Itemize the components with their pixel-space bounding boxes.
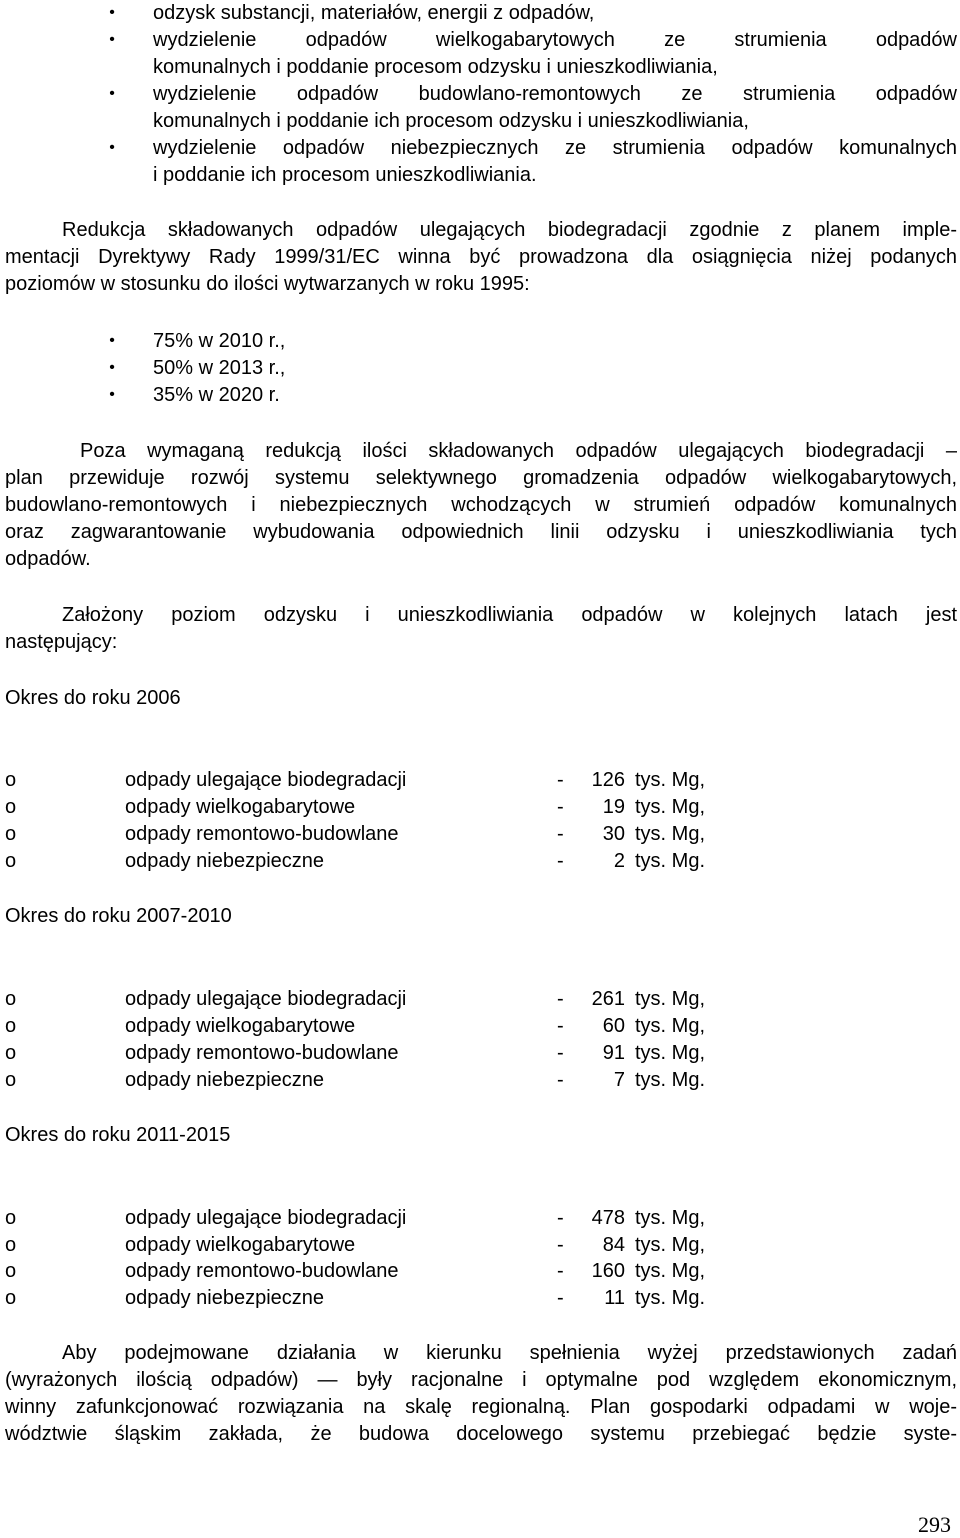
waste-unit: tys. Mg. <box>635 850 706 872</box>
waste-unit: tys. Mg. <box>635 1287 706 1309</box>
paragraph-line: Poza wymaganą redukcją ilości składowanych odpadów ulegających biodegradacji – <box>80 440 957 462</box>
waste-name: odpady wielkogabarytowe <box>125 1015 356 1037</box>
waste-row <box>5 1232 745 1259</box>
period-heading: Okres do roku 2007-2010 <box>5 905 232 927</box>
waste-value: 160 <box>591 1260 625 1282</box>
waste-value: 91 <box>602 1042 625 1064</box>
list-item-line: 50% w 2013 r., <box>153 357 286 379</box>
waste-unit: tys. Mg, <box>635 769 706 791</box>
list-item-line: komunalnych i poddanie procesom odzysku i unieszkodliwiania, <box>153 56 718 78</box>
list-item-line: komunalnych i poddanie ich procesom odzysku i unieszkodliwiania, <box>153 110 749 132</box>
dash: - <box>557 1287 564 1309</box>
dash: - <box>557 1015 564 1037</box>
waste-name: odpady ulegające biodegradacji <box>125 988 407 1010</box>
waste-name: odpady ulegające biodegradacji <box>125 1207 407 1229</box>
waste-value: 126 <box>591 769 625 791</box>
dash: - <box>557 850 564 872</box>
waste-row <box>5 1040 745 1067</box>
waste-value: 478 <box>591 1207 625 1229</box>
paragraph-line: odpadów. <box>5 548 91 570</box>
list-marker: o <box>5 1069 17 1091</box>
dash: - <box>557 1069 564 1091</box>
paragraph-line: Redukcja składowanych odpadów ulegających biodegradacji zgodnie z planem imple- <box>62 219 957 241</box>
waste-row <box>5 794 745 821</box>
dash: - <box>557 1234 564 1256</box>
list-item-line: wydzielenie odpadów budowlano-remontowych ze strumienia odpadów <box>153 83 957 105</box>
waste-unit: tys. Mg, <box>635 1260 706 1282</box>
waste-unit: tys. Mg, <box>635 988 706 1010</box>
paragraph-line: wództwie śląskim zakłada, że budowa docelowego systemu przebiegać będzie syste- <box>5 1423 957 1445</box>
waste-name: odpady wielkogabarytowe <box>125 1234 356 1256</box>
waste-unit: tys. Mg, <box>635 796 706 818</box>
paragraph-line: mentacji Dyrektywy Rady 1999/31/EC winna być prowadzona dla osiągnięcia niżej podanych <box>5 246 957 268</box>
waste-value: 84 <box>602 1234 625 1256</box>
waste-unit: tys. Mg, <box>635 1207 706 1229</box>
waste-value: 7 <box>613 1069 625 1091</box>
list-marker: o <box>5 1234 17 1256</box>
page-number: 293 <box>918 1512 951 1537</box>
waste-name: odpady niebezpieczne <box>125 1069 325 1091</box>
bullet-marker: • <box>109 139 115 156</box>
bullet-marker: • <box>109 332 115 349</box>
bullet-marker: • <box>109 31 115 48</box>
waste-row <box>5 1258 745 1285</box>
list-marker: o <box>5 1287 17 1309</box>
waste-row <box>5 1067 745 1094</box>
dash: - <box>557 823 564 845</box>
waste-unit: tys. Mg, <box>635 823 706 845</box>
list-marker: o <box>5 850 17 872</box>
dash: - <box>557 1042 564 1064</box>
list-marker: o <box>5 1042 17 1064</box>
paragraph-line: winny zafunkcjonować rozwiązania na skalę regionalną. Plan gospodarki odpadami w woje- <box>5 1396 957 1418</box>
bullet-marker: • <box>109 85 115 102</box>
period-heading: Okres do roku 2006 <box>5 687 181 709</box>
list-item-line: 35% w 2020 r. <box>153 384 280 406</box>
waste-name: odpady remontowo-budowlane <box>125 823 399 845</box>
waste-row <box>5 1013 745 1040</box>
waste-unit: tys. Mg. <box>635 1069 706 1091</box>
waste-name: odpady remontowo-budowlane <box>125 1042 399 1064</box>
bullet-marker: • <box>109 359 115 376</box>
list-marker: o <box>5 988 17 1010</box>
waste-name: odpady remontowo-budowlane <box>125 1260 399 1282</box>
paragraph-line: plan przewiduje rozwój systemu selektywnego gromadzenia odpadów wielkogabarytowych, <box>5 467 957 489</box>
waste-row <box>5 848 745 875</box>
paragraph-line: następujący: <box>5 631 118 653</box>
list-marker: o <box>5 796 17 818</box>
paragraph-line: Aby podejmowane działania w kierunku spełnienia wyżej przedstawionych zadań <box>62 1342 957 1364</box>
dash: - <box>557 796 564 818</box>
period-heading: Okres do roku 2011-2015 <box>5 1124 231 1146</box>
waste-name: odpady niebezpieczne <box>125 850 325 872</box>
paragraph-line: budowlano-remontowych i niebezpiecznych wchodzących w strumień odpadów komunalnych <box>5 494 957 516</box>
dash: - <box>557 1207 564 1229</box>
list-marker: o <box>5 823 17 845</box>
dash: - <box>557 769 564 791</box>
list-marker: o <box>5 1260 17 1282</box>
bullet-marker: • <box>109 386 115 403</box>
list-marker: o <box>5 1207 17 1229</box>
waste-value: 60 <box>602 1015 625 1037</box>
waste-value: 2 <box>613 850 625 872</box>
waste-row <box>5 1285 745 1312</box>
paragraph-line: oraz zagwarantowanie wybudowania odpowiednich linii odzysku i unieszkodliwiania tych <box>5 521 957 543</box>
waste-row <box>5 1205 745 1232</box>
list-item-line: 75% w 2010 r., <box>153 330 286 352</box>
list-item-line: wydzielenie odpadów niebezpiecznych ze strumienia odpadów komunalnych <box>153 137 957 159</box>
waste-value: 11 <box>604 1287 625 1309</box>
list-marker: o <box>5 1015 17 1037</box>
waste-value: 261 <box>591 988 625 1010</box>
waste-unit: tys. Mg, <box>635 1234 706 1256</box>
dash: - <box>557 1260 564 1282</box>
waste-name: odpady niebezpieczne <box>125 1287 325 1309</box>
bullet-marker: • <box>109 4 115 21</box>
waste-unit: tys. Mg, <box>635 1042 706 1064</box>
list-item-line: wydzielenie odpadów wielkogabarytowych ze strumienia odpadów <box>153 29 957 51</box>
waste-name: odpady ulegające biodegradacji <box>125 769 407 791</box>
waste-unit: tys. Mg, <box>635 1015 706 1037</box>
dash: - <box>557 988 564 1010</box>
waste-value: 30 <box>602 823 625 845</box>
waste-row <box>5 767 745 794</box>
paragraph-line: Założony poziom odzysku i unieszkodliwiania odpadów w kolejnych latach jest <box>62 604 957 626</box>
list-item-line: i poddanie ich procesom unieszkodliwiania. <box>153 164 537 186</box>
list-marker: o <box>5 769 17 791</box>
waste-name: odpady wielkogabarytowe <box>125 796 356 818</box>
waste-row <box>5 821 745 848</box>
paragraph-line: poziomów w stosunku do ilości wytwarzanych w roku 1995: <box>5 273 530 295</box>
waste-value: 19 <box>602 796 625 818</box>
list-item-line: odzysk substancji, materiałów, energii z odpadów, <box>153 2 595 24</box>
waste-row <box>5 986 745 1013</box>
paragraph-line: (wyrażonych ilością odpadów) — były racjonalne i optymalne pod względem ekonomicznym, <box>5 1369 957 1391</box>
